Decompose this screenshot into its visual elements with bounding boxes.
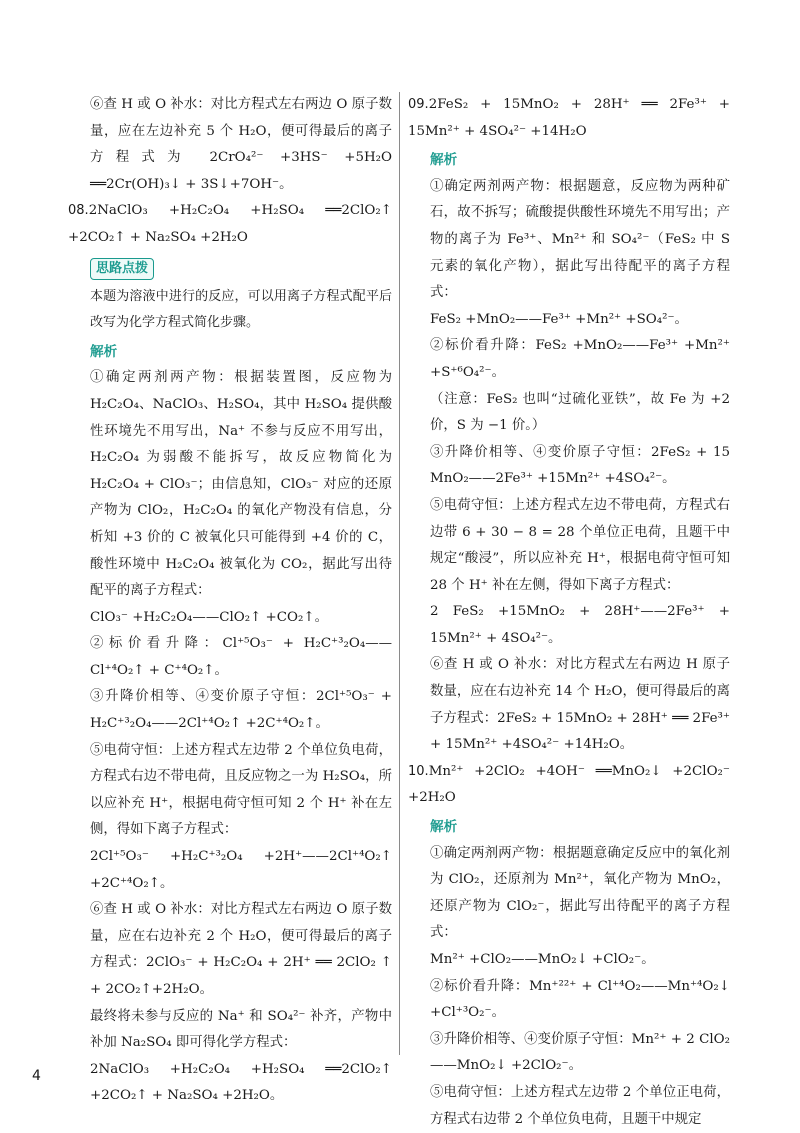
hint-tag: 思路点拨: [90, 258, 154, 280]
q10-step1-equation: Mn²⁺ +ClO₂——MnO₂↓ +ClO₂⁻。: [430, 952, 655, 967]
q8-step1-equation: ClO₃⁻ +H₂C₂O₄——ClO₂↑ +CO₂↑。: [90, 609, 328, 625]
q9-note: （注意：FeS₂ 也叫“过硫化亚铁”，故 Fe 为 +2 价，S 为 −1 价。）: [430, 391, 730, 434]
left-column: [68, 92, 392, 1110]
left-step6-text: ⑥查 H 或 O 补水：对比方程式左右两边 O 原子数量，应在左边补充 5 个 H₂O，便可得最后的离子方程式为 2CrO₄²⁻ +3HS⁻ +5H₂O ══2Cr(OH)₃↓ + 3S↓+7OH⁻。: [90, 97, 392, 192]
q9-number: 09.: [408, 97, 429, 112]
q9-step2: ②标价看升降：FeS₂ +MnO₂——Fe³⁺ +Mn²⁺ +S⁺⁶O₄²⁻。: [430, 338, 730, 380]
q8-step5: ⑤电荷守恒：上述方程式左边带 2 个单位负电荷，方程式右边不带电荷，且反应物之一为 H₂SO₄，所以应补充 H⁺，根据电荷守恒可知 2 个 H⁺ 补在左侧，得如下离子方程式：: [90, 742, 392, 838]
q8-step1: ①确定两剂两产物：根据装置图，反应物为 H₂C₂O₄、NaClO₃、H₂SO₄，其中 H₂SO₄ 提供酸性环境先不用写出，Na⁺ 不参与反应不用写出，H₂C₂O₄ 为弱酸不能拆写，故反应物简化为 H₂C₂O₄ + ClO₃⁻；由信息知，ClO₃⁻ 对应的还原产物为 ClO₂，H₂C₂O₄ 的氧化产物没有信息，分析知 +3 价的 C 被氧化只可能得到 +4 价的 C，酸性环境中 H₂C₂O₄ 被氧化为 CO₂，据此写出待配平的离子方程式：: [90, 370, 392, 599]
q8-answer: [68, 198, 392, 251]
q10-answer-text: Mn²⁺ +2ClO₂ +4OH⁻ ══MnO₂↓ +2ClO₂⁻ +2H₂O: [408, 763, 730, 806]
q9-answer-text: 2FeS₂ + 15MnO₂ + 28H⁺ ══ 2Fe³⁺ + 15Mn²⁺ + 4SO₄²⁻ +14H₂O: [408, 97, 730, 139]
right-column: [408, 92, 730, 1133]
q8-final-note: 最终将未参与反应的 Na⁺ 和 SO₄²⁻ 补齐，产物中补加 Na₂SO₄ 即可得化学方程式：: [90, 1008, 392, 1051]
q9-step6: ⑥查 H 或 O 补水：对比方程式左右两边 H 原子数量，应在右边补充 14 个 H₂O，便可得最后的离子方程式：2FeS₂ + 15MnO₂ + 28H⁺ ══ 2Fe³⁺ + 15Mn²⁺ +4SO₄²⁻ +14H₂O。: [430, 657, 730, 753]
page-number: 4: [32, 1068, 41, 1084]
q10-step2: ②标价看升降：Mn⁺²²⁺ + Cl⁺⁴O₂——Mn⁺⁴O₂↓ +Cl⁺³O₂⁻。: [430, 978, 730, 1021]
q10-step34: ③升降价相等、④变价原子守恒：Mn²⁺ + 2 ClO₂——MnO₂↓ +2ClO₂⁻。: [430, 1031, 730, 1074]
q10-number: 10.: [408, 763, 429, 779]
q9-step1-equation: FeS₂ +MnO₂——Fe³⁺ +Mn²⁺ +SO₄²⁻。: [430, 311, 688, 327]
q8-step6: ⑥查 H 或 O 补水：对比方程式左右两边 O 原子数量，应在右边补充 2 个 H₂O，便可得最后的离子方程式：2ClO₃⁻ + H₂C₂O₄ + 2H⁺ ══ 2ClO₂ ↑ + 2CO₂↑+2H₂O。: [90, 902, 392, 997]
q10-step5: ⑤电荷守恒：上述方程式左边带 2 个单位正电荷，方程式右边带 2 个单位负电荷，且题干中规定: [430, 1084, 730, 1127]
hint-tag-wrap: [90, 256, 392, 284]
q8-final-equation: 2NaClO₃ +H₂C₂O₄ +H₂SO₄ ══2ClO₂↑ +2CO₂↑ + Na₂SO₄ +2H₂O。: [90, 1061, 392, 1104]
q9-step34: ③升降价相等、④变价原子守恒：2FeS₂ + 15 MnO₂——2Fe³⁺ +15Mn²⁺ +4SO₄²⁻。: [430, 444, 730, 487]
q8-answer-text: 2NaClO₃ +H₂C₂O₄ +H₂SO₄ ══2ClO₂↑ +2CO₂↑ + Na₂SO₄ +2H₂O: [68, 203, 392, 245]
hint-text: 本题为溶液中进行的反应，可以用离子方程式配平后改写为化学方程式简化步骤。: [90, 288, 392, 331]
column-divider: [399, 92, 400, 1055]
q8-step2: ②标价看升降：Cl⁺⁵O₃⁻ + H₂C⁺³₂O₄——Cl⁺⁴O₂↑ + C⁺⁴O₂↑。: [90, 636, 392, 678]
q8-analysis-heading: 解析: [90, 343, 118, 360]
q9-step1: ①确定两剂两产物：根据题意，反应物为两种矿石，故不拆写；硫酸提供酸性环境先不用写出；产物的离子为 Fe³⁺、Mn²⁺ 和 SO₄²⁻（FeS₂ 中 S 元素的氧化产物），据此写出待配平的离子方程式：: [430, 178, 730, 301]
q10-analysis-heading: 解析: [430, 819, 458, 836]
q8-step34: ③升降价相等、④变价原子守恒：2Cl⁺⁵O₃⁻ + H₂C⁺³₂O₄——2Cl⁺⁴O₂↑ +2C⁺⁴O₂↑。: [90, 689, 392, 732]
q9-analysis-heading: 解析: [430, 152, 458, 169]
q8-step5-equation: 2Cl⁺⁵O₃⁻ +H₂C⁺³₂O₄ +2H⁺——2Cl⁺⁴O₂↑ +2C⁺⁴O₂↑。: [90, 849, 392, 891]
q10-step1: ①确定两剂两产物：根据题意确定反应中的氧化剂为 ClO₂，还原剂为 Mn²⁺，氧化产物为 MnO₂，还原产物为 ClO₂⁻，据此写出待配平的离子方程式：: [430, 845, 730, 941]
q9-step5-equation: 2 FeS₂ +15MnO₂ + 28H⁺——2Fe³⁺ + 15Mn²⁺ + 4SO₄²⁻。: [430, 604, 730, 646]
q9-answer: [408, 92, 730, 145]
q10-answer: [408, 759, 730, 812]
q8-number: 08.: [68, 203, 89, 219]
q9-step5: ⑤电荷守恒：上述方程式左边不带电荷，方程式右边带 6 + 30 − 8 = 28 个单位正电荷，且题干中规定“酸浸”，所以应补充 H⁺，根据电荷守恒可知 28 个 H⁺ 补在左侧，得如下离子方程式：: [430, 497, 730, 593]
